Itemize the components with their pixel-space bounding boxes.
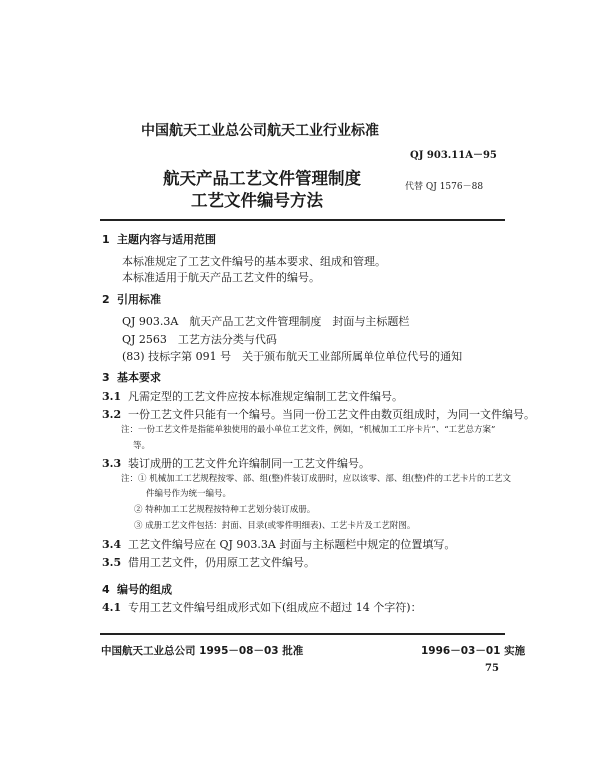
section-4-number: 4 <box>102 583 110 596</box>
paragraph: 本标准规定了工艺文件编号的基本要求、组成和管理。 <box>122 255 386 268</box>
replaces-standard: 代替 QJ 1576－88 <box>405 182 484 192</box>
title-line-2: 工艺文件编号方法 <box>191 191 323 210</box>
issuing-organization: 中国航天工业总公司航天工业行业标准 <box>141 123 379 139</box>
note: 注：一份工艺文件是指能单独使用的最小单位工艺文件，例如，“机械加工工序卡片”、“工艺总方案” <box>121 425 496 435</box>
clause-number: 3.1 <box>102 390 122 403</box>
note-continuation: 等。 <box>133 441 151 451</box>
header-divider <box>100 219 505 221</box>
section-3-number: 3 <box>102 371 110 384</box>
approval-info: 中国航天工业总公司 1995－08－03 批准 <box>101 645 304 657</box>
clause-number: 3.3 <box>102 457 122 470</box>
clause-text: 装订成册的工艺文件允许编制同一工艺文件编号。 <box>128 457 370 470</box>
reference-item: QJ 903.3A 航天产品工艺文件管理制度 封面与主标题栏 <box>122 315 410 328</box>
clause-text: 借用工艺文件，仍用原工艺文件编号。 <box>128 556 315 569</box>
clause-number: 3.5 <box>102 556 122 569</box>
clause-number: 3.2 <box>102 408 122 421</box>
clause-number: 3.4 <box>102 538 122 551</box>
section-2-number: 2 <box>102 293 110 306</box>
note: 注：① 机械加工工艺规程按零、部、组(整)件装订成册时，应以该零、部、组(整)件的工艺卡片的工艺文 <box>121 474 511 484</box>
section-1-title: 主题内容与适用范围 <box>117 233 216 246</box>
section-3-title: 基本要求 <box>117 371 161 384</box>
standard-code: QJ 903.11A－95 <box>410 150 497 161</box>
title-line-1: 航天产品工艺文件管理制度 <box>163 169 361 188</box>
clause-text: 工艺文件编号应在 QJ 903.3A 封面与主标题栏中规定的位置填写。 <box>128 538 456 551</box>
clause-text: 一份工艺文件只能有一个编号。当同一份工艺文件由数页组成时，为同一文件编号。 <box>128 408 535 421</box>
effective-date: 1996－03－01 实施 <box>421 645 526 657</box>
clause-text: 专用工艺文件编号组成形式如下(组成应不超过 14 个字符)： <box>128 601 422 614</box>
note: ③ 成册工艺文件包括：封面、目录(或零件明细表)、工艺卡片及工艺附图。 <box>134 521 416 531</box>
reference-item: (83) 技标字第 091 号 关于颁布航天工业部所属单位单位代号的通知 <box>122 350 463 363</box>
note: ② 特种加工工艺规程按特种工艺划分装订成册。 <box>134 505 316 515</box>
clause-text: 凡需定型的工艺文件应按本标准规定编制工艺文件编号。 <box>128 390 403 403</box>
section-1-number: 1 <box>102 233 110 246</box>
footer-divider <box>100 633 505 635</box>
clause-number: 4.1 <box>102 601 122 614</box>
note-continuation: 件编号作为统一编号。 <box>146 489 232 499</box>
section-4-title: 编号的组成 <box>117 583 172 596</box>
reference-item: QJ 2563 工艺方法分类与代码 <box>122 333 277 346</box>
paragraph: 本标准适用于航天产品工艺文件的编号。 <box>122 271 320 284</box>
page-number: 75 <box>485 663 499 674</box>
section-2-title: 引用标准 <box>117 293 161 306</box>
